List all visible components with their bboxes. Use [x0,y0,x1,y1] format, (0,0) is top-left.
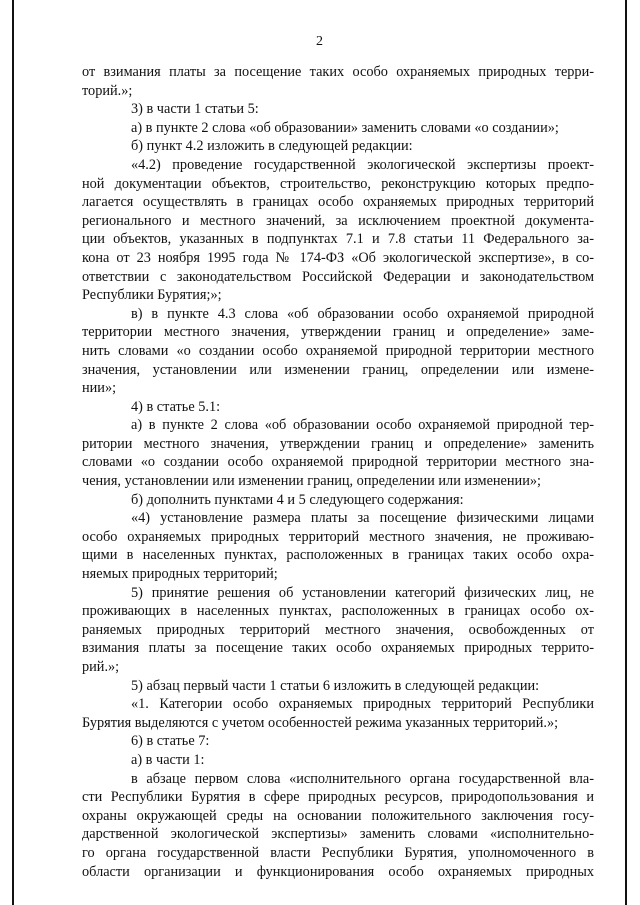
text-line: 5) принятие решения об установлении категорий физических лиц, не [131,584,594,601]
text-line: ответствии с законодательством Российской Федерации и законодательством [82,268,594,285]
text-line: «4) установление размера платы за посещение физическими лицами [131,510,594,527]
text-line: в абзаце первом слова «исполнительного органа государственной вла- [131,770,594,787]
text-line: регионального и местного значений, за исключением проектной документа- [82,212,594,229]
text-line: кона от 23 ноября 1995 года № 174-ФЗ «Об экологической экспертизе», в со- [82,249,594,266]
text-line: 3) в части 1 статьи 5: [131,101,259,118]
text-line: взимания платы за посещение таких особо охраняемых природных террито- [82,640,594,657]
text-line: особо охраняемых природных территорий местного значения, не проживаю- [82,528,594,545]
text-line: раняемых природных территорий местного значения, освобожденных от [82,621,594,638]
text-line: 4) в статье 5.1: [131,398,221,415]
text-line: дарственной экологической экспертизы» заменить словами «исполнительно- [82,826,594,843]
text-line: рий.»; [82,659,120,675]
text-line: няемых природных территорий; [82,566,278,583]
text-line: лагается осуществлять в границах особо охраняемых природных территорий [82,194,594,211]
document-body [82,63,594,881]
text-line: ции объектов, указанных в подпунктах 7.1 и 7.8 статьи 11 Федерального за- [82,231,594,248]
text-line: ной документации объектов, строительство, реконструкцию которых предпо- [82,175,594,192]
text-line: сти Республики Бурятия в сфере природных ресурсов, природопользования и [82,789,594,806]
text-line: торий.»; [82,82,133,99]
text-line: 6) в статье 7: [131,733,210,750]
text-line: территории местного значения, утверждении границ и определение» заме- [82,324,594,341]
text-line: щими в населенных пунктах, расположенных в границах таких особо охра- [82,547,594,564]
text-line: го органа государственной власти Республики Бурятия, уполномоченного в [82,844,594,861]
text-line: значения, установлении или изменении границ, определении или измене- [82,361,594,378]
text-line: проживающих в населенных пунктах, расположенных в границах особо ох- [82,603,594,620]
document-page [12,0,627,905]
text-line: 5) абзац первый части 1 статьи 6 изложить в следующей редакции: [131,677,540,694]
text-line: Республики Бурятия;»; [82,287,222,304]
text-line: «1. Категории особо охраняемых природных территорий Республики [131,696,594,713]
text-line: «4.2) проведение государственной экологической экспертизы проект- [131,156,594,173]
text-line: а) в пункте 2 слова «об образовании особо охраняемой природной тер- [131,417,594,434]
text-line: нии»; [82,380,117,397]
text-line: области организации и функционирования особо охраняемых природных [82,863,594,880]
text-line: а) в части 1: [131,751,205,768]
text-line: охраны окружающей среды на основании положительного заключения госу- [82,807,594,824]
text-line: Бурятия выделяются с учетом особенностей режима указанных территорий.»; [82,714,559,731]
text-line: б) пункт 4.2 изложить в следующей редакции: [131,138,413,155]
text-line: а) в пункте 2 слова «об образовании» заменить словами «о создании»; [131,119,559,136]
text-line: словами «о создании особо охраняемой природной территории местного зна- [82,454,594,471]
page-number: 2 [316,34,323,49]
text-line: от взимания платы за посещение таких особо охраняемых природных терри- [82,64,594,80]
text-line: в) в пункте 4.3 слова «об образовании особо охраняемой природной [131,305,594,322]
text-line: б) дополнить пунктами 4 и 5 следующего содержания: [131,491,464,508]
text-line: нить словами «о создании особо охраняемой природной территории местного [82,342,594,359]
text-line: чения, установлении или изменении границ, определении или изменении»; [82,473,541,490]
text-line: ритории местного значения, утверждении границ и определение» заменить [82,435,594,452]
